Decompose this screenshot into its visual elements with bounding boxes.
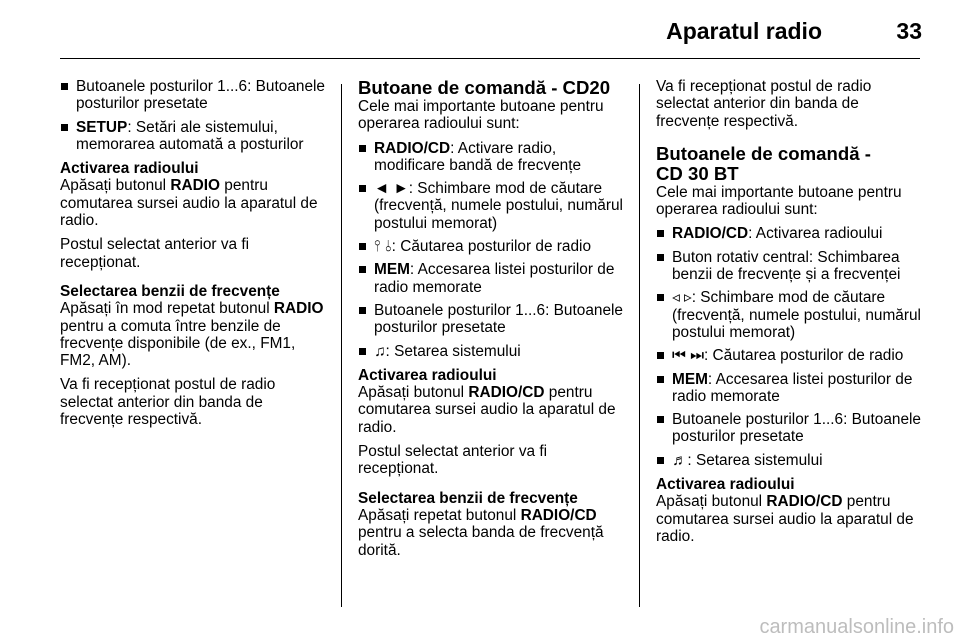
- paragraph: Cele mai importante butoane pentru operarea radioului sunt:: [358, 98, 604, 133]
- list-item: ◃ ▹: Schimbare mod de căutare (frecvență, numele postului, numărul postului memorat): [656, 289, 924, 341]
- section-heading: Selectarea benzii de frecvențe: [358, 489, 578, 507]
- list-item: RADIO/CD: Activarea radioului: [656, 225, 924, 242]
- list-item: ⏮ ⏭: Căutarea posturilor de radio: [656, 347, 924, 364]
- list-item: Butoanele posturilor 1...6: Butoanele posturilor presetate: [656, 411, 924, 446]
- paragraph: Apăsați repetat butonul RADIO/CD pentru a selecta banda de frecvență dorită.: [358, 506, 604, 559]
- column-1: [60, 78, 328, 435]
- list-item: MEM: Accesarea listei posturilor de radio memorate: [656, 371, 924, 406]
- paragraph: Postul selectat anterior va fi recepționat.: [358, 443, 548, 478]
- list-item: ◄ ►: Schimbare mod de căutare (frecvență, numele postului, numărul postului memorat): [358, 180, 626, 232]
- section-heading: Activarea radioului: [358, 366, 497, 384]
- page-number: 33: [896, 18, 922, 44]
- column-2: [358, 78, 626, 566]
- section-heading: Activarea radioului: [60, 160, 199, 178]
- paragraph: Apăsați butonul RADIO/CD pentru comutarea sursei audio la aparatul de radio.: [358, 384, 616, 436]
- paragraph: Apăsați în mod repetat butonul RADIO pentru a comuta între benzile de frecvențe disponibile (de ex., FM1, FM2, AM).: [60, 300, 324, 370]
- page-title: Aparatul radio: [666, 18, 822, 44]
- list-item: ⫯ ⫰: Căutarea posturilor de radio: [358, 238, 626, 255]
- left-right-arrows-icon: ◄ ►: [374, 180, 409, 198]
- header-divider: [60, 58, 920, 59]
- section-title: Butoane de comandă - CD20: [358, 77, 611, 98]
- paragraph: Va fi recepționat postul de radio selectat anterior din banda de frecvențe respectivă.: [656, 78, 872, 130]
- bullet-list: [358, 140, 626, 360]
- paragraph: Cele mai importante butoane pentru operarea radioului sunt:: [656, 183, 902, 219]
- paragraph: Postul selectat anterior va fi recepționat.: [60, 236, 250, 271]
- paragraph: Apăsați butonul RADIO/CD pentru comutarea sursei audio la aparatul de radio.: [656, 493, 914, 545]
- watermark: carmanualsonline.info: [759, 616, 954, 638]
- paragraph: Va fi recepționat postul de radio selectat anterior din banda de frecvențe respectivă.: [60, 376, 276, 429]
- setup-icon: ♫: [374, 342, 386, 360]
- section-heading: Selectarea benzii de frecvențe: [60, 282, 280, 300]
- list-item: MEM: Accesarea listei posturilor de radio memorate: [358, 261, 626, 296]
- list-item: ♫: Setarea sistemului: [358, 343, 626, 360]
- list-item: SETUP: Setări ale sistemului, memorarea automată a posturilor: [60, 119, 328, 154]
- list-item: Butoanele posturilor 1...6: Butoanele posturilor presetate: [358, 302, 626, 337]
- list-item: Butoanele posturilor 1...6: Butoanele posturilor presetate: [60, 78, 328, 113]
- skip-back-forward-icon: ⏮ ⏭: [672, 347, 704, 365]
- setup-icon: ♬: [672, 451, 688, 469]
- list-item: RADIO/CD: Activare radio, modificare bandă de frecvențe: [358, 140, 626, 175]
- section-heading: Activarea radioului: [656, 476, 795, 494]
- seek-icon: ⫯ ⫰: [374, 238, 392, 256]
- section-title: Butoanele de comandă - CD 30 BT: [656, 142, 871, 184]
- bullet-list: [656, 225, 924, 469]
- column-divider-right: [639, 84, 640, 607]
- list-item: ♬: Setarea sistemului: [656, 452, 924, 469]
- left-right-triangles-icon: ◃ ▹: [672, 289, 692, 307]
- list-item: Buton rotativ central: Schimbarea benzii de frecvențe și a frecvenței: [656, 249, 924, 284]
- column-divider-left: [341, 84, 342, 607]
- column-3: [656, 78, 924, 552]
- paragraph: Apăsați butonul RADIO pentru comutarea sursei audio la aparatul de radio.: [60, 177, 318, 230]
- bullet-list: [60, 78, 328, 153]
